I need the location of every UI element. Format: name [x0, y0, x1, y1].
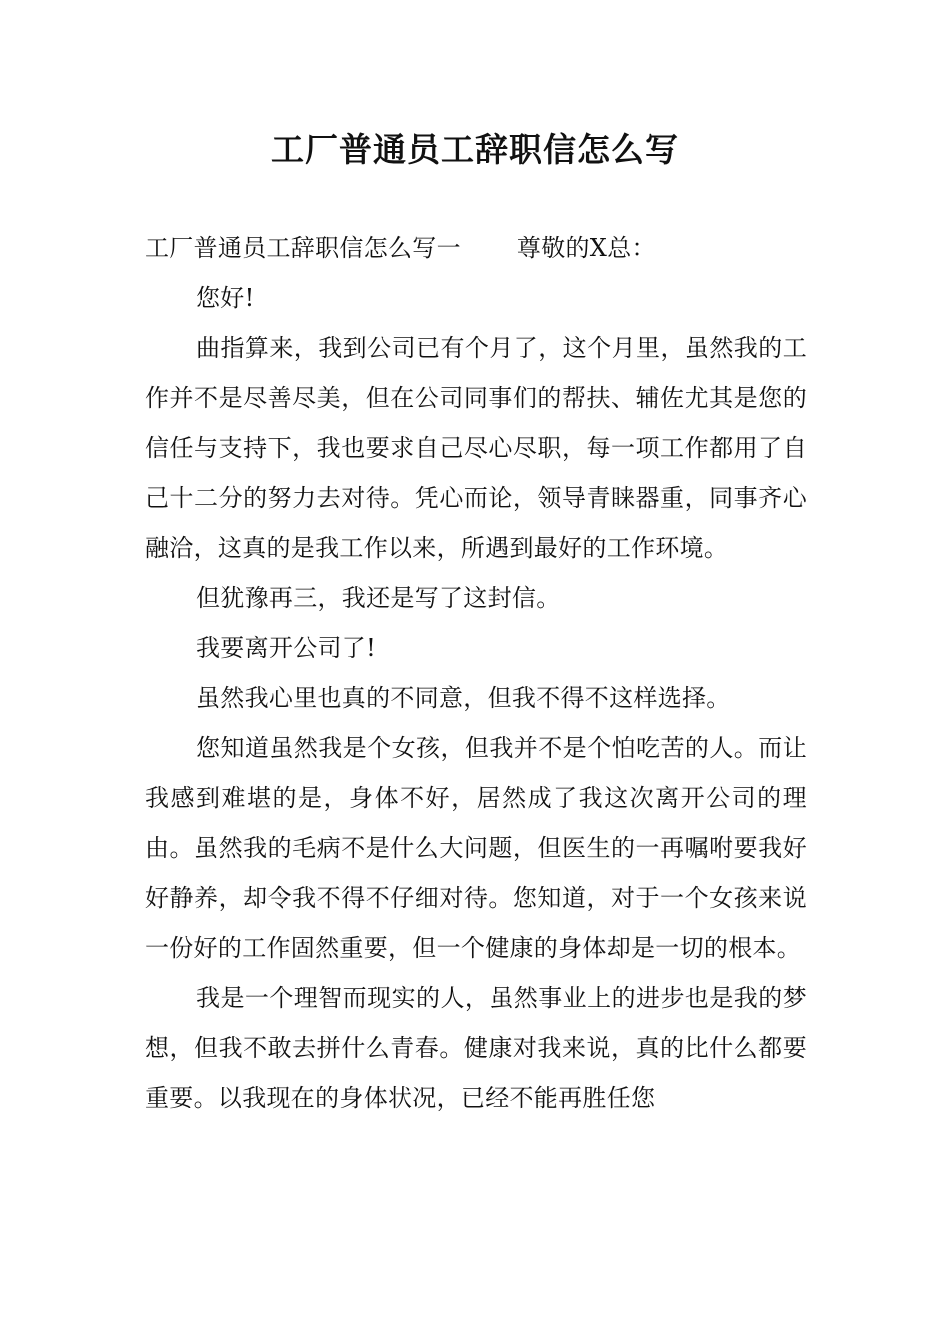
- document-title: 工厂普通员工辞职信怎么写: [271, 130, 679, 169]
- paragraph-2: 但犹豫再三，我还是写了这封信。: [196, 584, 561, 612]
- paragraph-6: 我是一个理智而现实的人，虽然事业上的进步也是我的梦想，但我不敢去拼什么青春。健康对我来说，真的比什么都要重要。以我现在的身体状况，已经不能再胜任您: [145, 984, 807, 1112]
- paragraph-4: 虽然我心里也真的不同意，但我不得不这样选择。: [196, 684, 731, 712]
- letter-body: [145, 223, 807, 1123]
- letter-opening-line: [145, 223, 807, 273]
- intro-heading: 工厂普通员工辞职信怎么写一: [145, 234, 461, 262]
- paragraph-greeting: 您好!: [196, 284, 255, 312]
- salutation: 尊敬的X总：: [516, 234, 656, 262]
- paragraph-3: 我要离开公司了!: [196, 634, 377, 662]
- paragraph-5: 您知道虽然我是个女孩，但我并不是个怕吃苦的人。而让我感到难堪的是，身体不好，居然成了我这次离开公司的理由。虽然我的毛病不是什么大问题，但医生的一再嘱咐要我好好静养，却令我不得不仔细对待。您知道，对于一个女孩来说一份好的工作固然重要，但一个健康的身体却是一切的根本。: [145, 734, 807, 962]
- paragraph-1: 曲指算来，我到公司已有个月了，这个月里，虽然我的工作并不是尽善尽美，但在公司同事们的帮扶、辅佐尤其是您的信任与支持下，我也要求自己尽心尽职，每一项工作都用了自己十二分的努力去对待。凭心而论，领导青睐器重，同事齐心融洽，这真的是我工作以来，所遇到最好的工作环境。: [145, 334, 807, 562]
